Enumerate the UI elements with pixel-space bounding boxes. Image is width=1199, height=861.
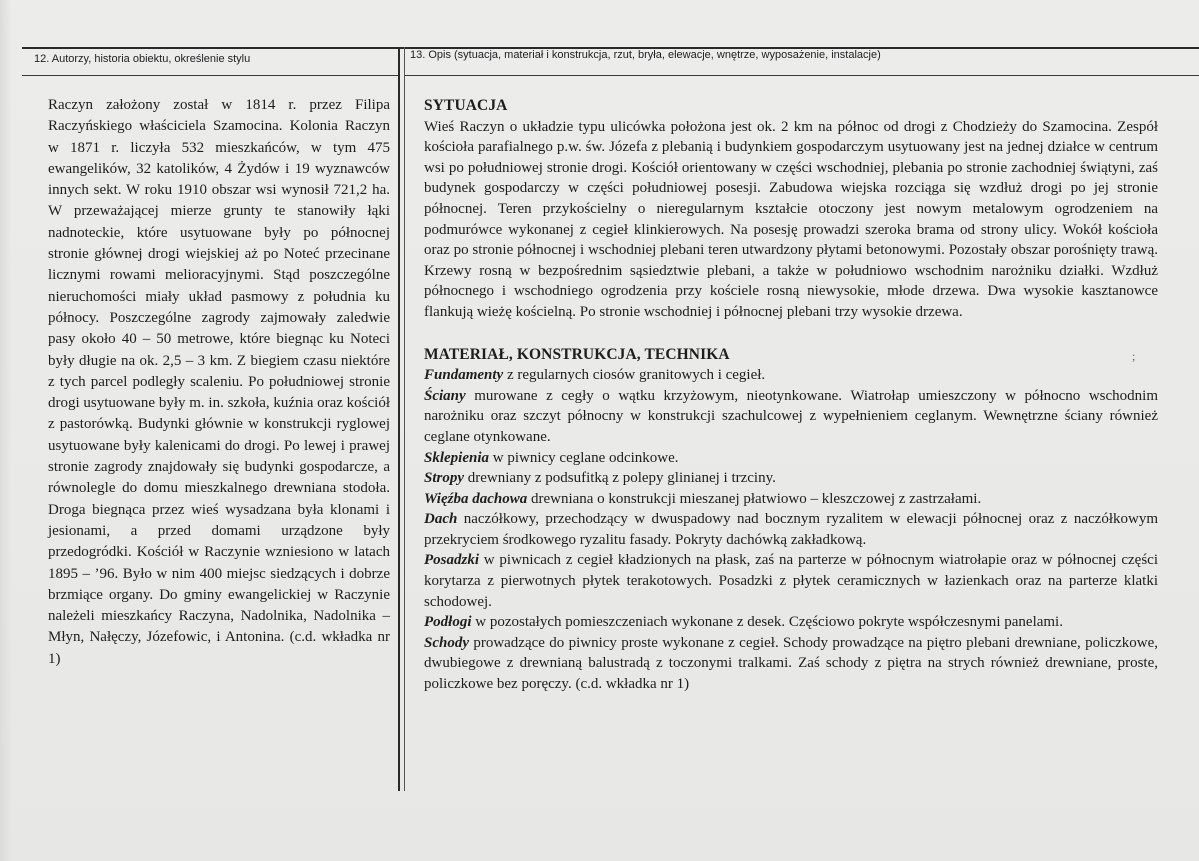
material-item-stropy [424,468,1158,489]
term-stropy: Stropy [424,470,465,487]
desc-posadzki: w piwnicach z cegieł kładzionych na płask, zaś na parterze w północnym wiatrołapie oraz w północnej części korytarza z pierwotnych płytek terakotowych. Posadzki z płytek ceramicznych w łazienkach oraz na parterze klatki schodowej. [424,552,1158,610]
term-fundamenty: Fundamenty [424,367,504,384]
term-sciany: Ściany [424,387,466,404]
section-13-header: 13. Opis (sytuacja, materiał i konstrukcja, rzut, bryła, elewacje, wnętrze, wyposażenie, instalacje) [410,49,881,61]
material-item-dach [424,509,1158,550]
material-item-sciany [424,386,1158,448]
sytuacja-text: Wieś Raczyn o układzie typu ulicówka położona jest ok. 2 km na północ od drogi z Chodzieży do Szamocina. Zespół kościoła parafialnego p.w. św. Józefa z plebanią i budynkiem gospodarczym usytuowany jest na jednej działce w centrum wsi po południowej stronie drogi. Kościół orientowany w części wschodniej, plebania po stronie zachodniej świątyni, zaś budynek gospodarczy w części południowej posesji. Zabudowa wiejska rozciąga się wzdłuż drogi po jej stronie północnej. Teren przykościelny o nieregularnym kształcie otoczony jest nowym metalowym ogrodzeniem na podmurówce wykonanej z cegieł klinkierowych. Na posesję prowadzi szeroka brama od strony ulicy. Wokół kościoła oraz po stronie północnej i wschodniej plebani teren utwardzony płytami betonowymi. Pozostały obszar porośnięty trawą. Krzewy rosną w bezpośrednim sąsiedztwie plebani, a także w południowo wschodnim narożniku działki. Wzdłuż północnego i wschodniego ogrodzenia przy kościele rosną niewysokie, młode drzewa. Dwa wysokie kasztanowce flankują wieżę kościelną. Po stronie wschodniej i północnej plebani trzy wysokie drzewa. [424,118,1158,320]
section-spacer [424,323,1158,345]
material-item-schody [424,633,1158,695]
desc-schody: prowadzące do piwnicy proste wykonane z cegieł. Schody prowadzące na piętro plebani drewniane, policzkowe, dwubiegowe z drewnianą balustradą z toczonymi tralkami. Zaś schody z piętra na strych również drewniane, proste, policzkowe bez poręczy. (c.d. wkładka nr 1) [424,634,1158,693]
term-schody: Schody [424,634,469,651]
header-underline-right [404,75,1199,76]
stray-pen-mark: ; [1132,349,1136,363]
desc-fundamenty: z regularnych ciosów granitowych i cegieł. [503,367,766,384]
term-posadzki: Posadzki [424,552,480,569]
material-item-podlogi [424,612,1158,633]
history-column [48,95,390,670]
column-divider-inner [404,47,405,791]
term-podlogi: Podłogi [424,614,472,631]
scan-edge-shadow [0,0,12,861]
material-heading: MATERIAŁ, KONSTRUKCJA, TECHNIKA [424,345,730,363]
desc-podlogi: w pozostałych pomieszczeniach wykonane z desek. Częściowo pokryte współczesnymi panelami. [471,614,1063,631]
header-underline-left [22,75,398,76]
term-dach: Dach [424,511,458,528]
desc-sciany: murowane z cegły o wątku krzyżowym, nieotynkowane. Wiatrołap umieszczony w północno wschodnim narożniku oraz szczyt północny w konstrukcji szachulcowej z wypełnieniem ceglanym. Wewnętrzne ściany również ceglane otynkowane. [424,387,1158,445]
material-item-fundamenty [424,365,1158,386]
material-item-sklepienia [424,448,1158,469]
desc-sklepienia: w piwnicy ceglane odcinkowe. [489,449,679,466]
desc-stropy: drewniany z podsufitką z polepy glinianej i trzciny. [464,470,776,487]
material-item-posadzki [424,550,1158,612]
section-12-header: 12. Autorzy, historia obiektu, określenie stylu [34,53,251,65]
column-divider [398,47,400,791]
description-column [424,96,1158,695]
material-item-wiezba [424,489,1158,510]
desc-wiezba: drewniana o konstrukcji mieszanej płatwiowo – kleszczowej z zastrzałami. [527,490,982,507]
sytuacja-heading: SYTUACJA [424,97,508,114]
history-text: Raczyn założony został w 1814 r. przez Filipa Raczyńskiego właściciela Szamocina. Kolonia Raczyn w 1871 r. liczyła 532 mieszkańców, w tym 475 ewangelików, 32 katolików, 4 Żydów i 19 wyznawców innych sekt. W roku 1910 obszar wsi wynosił 721,2 ha. W przeważającej mierze grunty te stanowiły łąki nadnoteckie, które usytuowane były po północnej stronie głównej drogi wiejskiej aż po Noteć przecinane licznymi rowami melioracyjnymi. Stąd poszczególne nieruchomości miały układ pasmowy z południa ku północy. Poszczególne zagrody zajmowały zaledwie pasy około 40 – 50 metrowe, które biegnąc ku Noteci były długie na ok. 2,5 – 3 km. Z biegiem czasu niektóre z tych parcel podległy scaleniu. Po południowej stronie drogi usytuowane były m. in. szkoła, kuźnia oraz kościół z pastorówką. Budynki głównie w konstrukcji ryglowej usytuowane były kalenicami do drogi. Po lewej i prawej stronie zagrody znajdowały się budynki gospodarcze, a równolegle do domu mieszkalnego drewniana stodoła. Droga biegnąca przez wieś wysadzana była klonami i jesionami, a przed domami urządzone były przedogródki. Kościół w Raczynie wzniesiono w latach 1895 – ’96. Było w nim 400 miejsc siedzących i dobrze brzmiące organy. Do gminy ewangelickiej w Raczynie należeli mieszkańcy Raczyna, Nadolnika, Nadolnika – Młyn, Nałęczy, Józefowic, i Antonina. (c.d. wkładka nr 1) [48,97,391,667]
term-sklepienia: Sklepienia [424,449,490,466]
desc-dach: naczółkowy, przechodzący w dwuspadowy nad bocznym ryzalitem w elewacji północnej oraz z naczółkowym przekryciem środkowego ryzalitu fasady. Pokryty dachówką zakładkową. [424,511,1158,548]
term-wiezba: Więźba dachowa [424,490,528,507]
